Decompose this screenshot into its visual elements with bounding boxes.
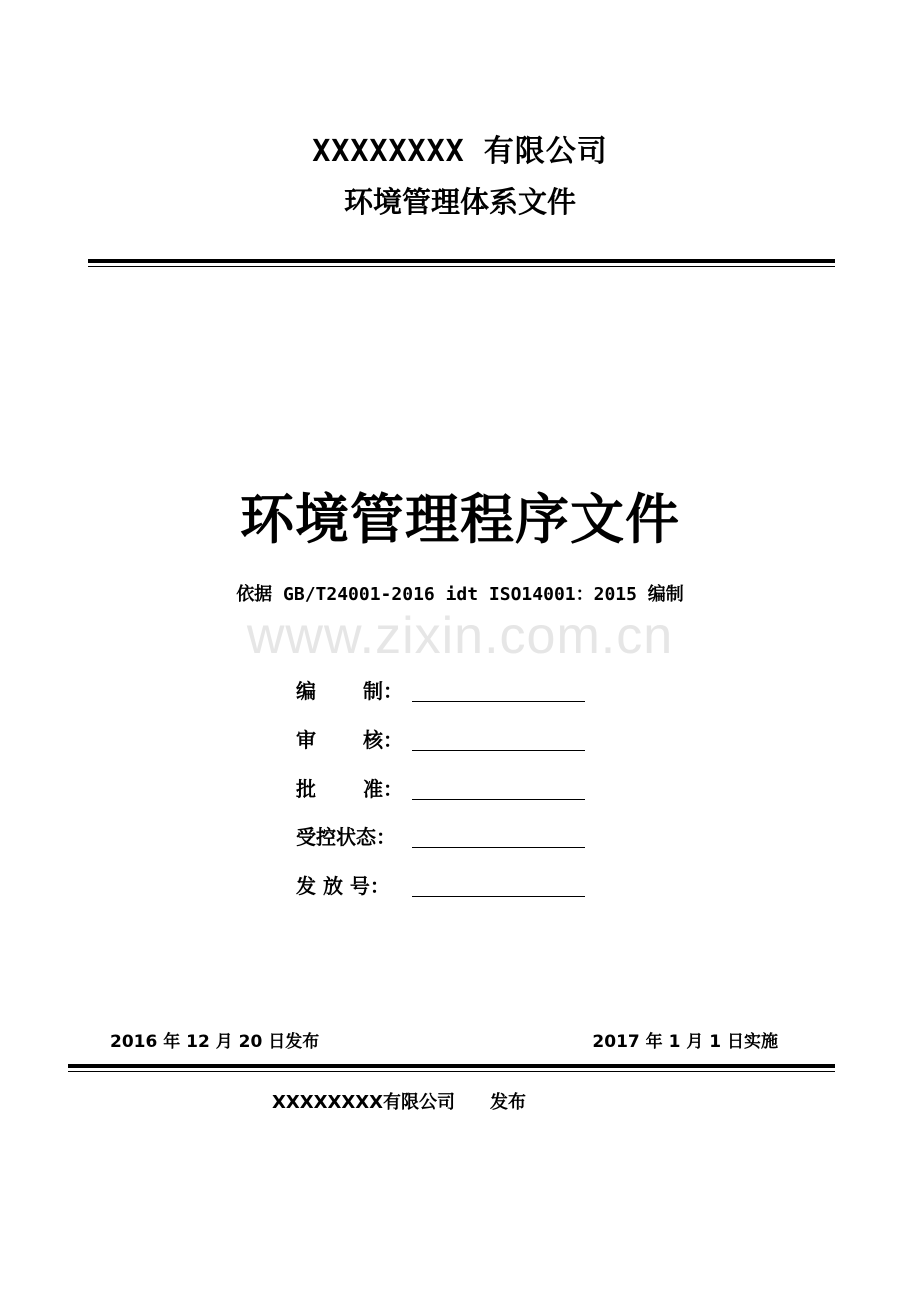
footer-divider-thin [68, 1071, 835, 1072]
footer-divider-thick [68, 1064, 835, 1068]
publish-label: 发布 [490, 1092, 526, 1113]
standard-basis: 依据 GB/T24001-2016 idt ISO14001：2015 编制 [236, 584, 684, 605]
watermark: www.zixin.com.cn [246, 607, 674, 665]
publisher-name: XXXXXXXX有限公司 [272, 1092, 456, 1113]
field-blank-line[interactable] [412, 896, 585, 897]
header-divider-thin [88, 266, 835, 267]
header-divider-thick [88, 259, 835, 263]
system-title: 环境管理体系文件 [343, 185, 576, 219]
field-blank-line[interactable] [412, 701, 585, 702]
field-blank-line[interactable] [412, 750, 585, 751]
field-label: 审 核： [296, 728, 403, 752]
field-blank-line[interactable] [412, 799, 585, 800]
field-label: 发 放 号： [296, 874, 390, 898]
effective-date: 2017 年 1 月 1 日实施 [592, 1032, 778, 1052]
document-title: 环境管理程序文件 [240, 488, 680, 551]
issue-date: 2016 年 12 月 20 日发布 [110, 1032, 320, 1052]
field-label: 受控状态： [296, 825, 396, 849]
field-label: 编 制： [296, 679, 403, 703]
field-label: 批 准： [296, 777, 403, 801]
field-blank-line[interactable] [412, 847, 585, 848]
company-title: XXXXXXXX 有限公司 [312, 134, 608, 169]
